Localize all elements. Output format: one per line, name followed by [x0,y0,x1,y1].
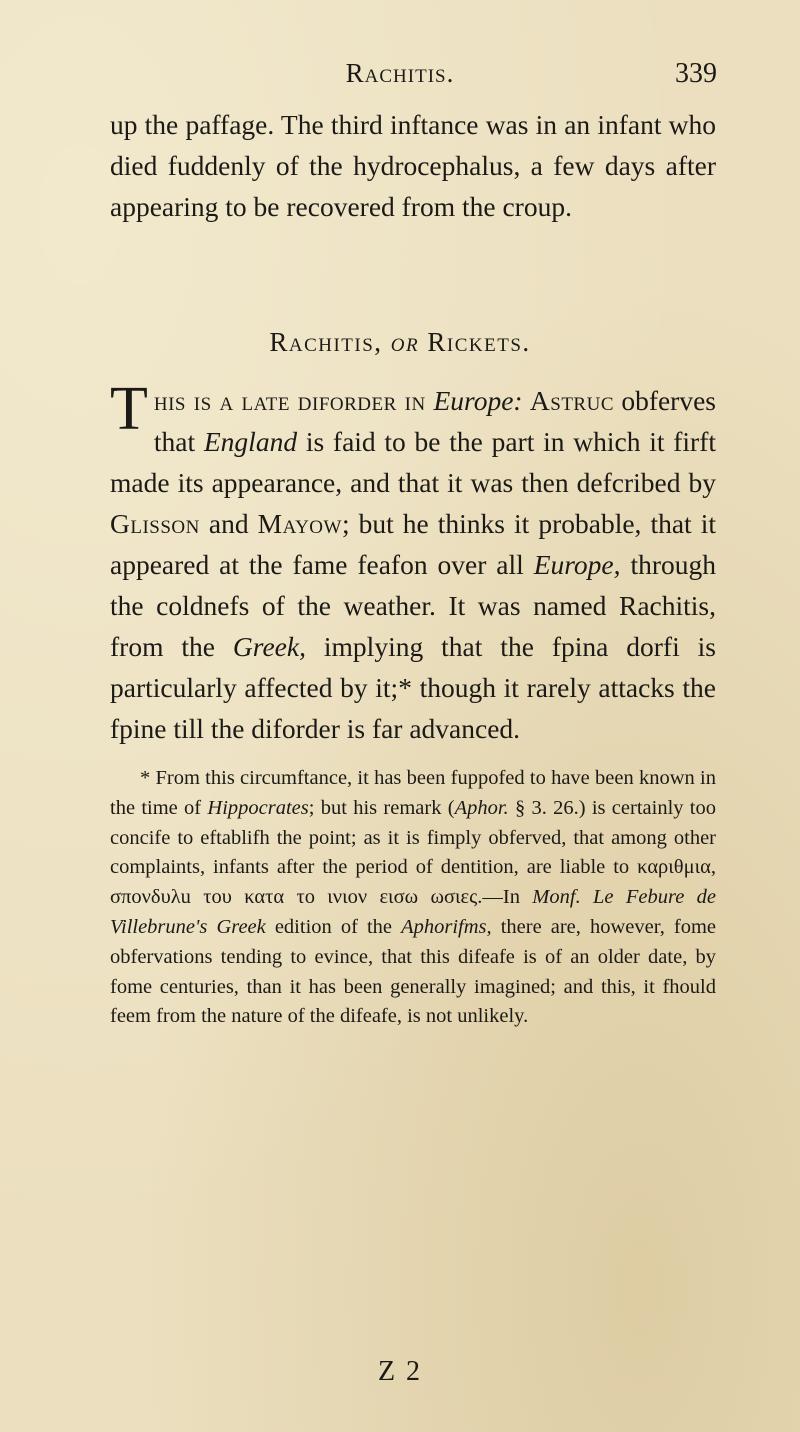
text-run: ; but he thinks it probable, that it appeared at the fame feafon over all [110,508,716,580]
footnote-run: § 3. 26.) is certainly too concife to eftablifh the point; as it is fimply obferved, that among other complaints, infants after the period of dentition, are liable to [110,796,716,879]
running-head: Rachitis. [345,58,455,88]
text-run-italic: Europe, [533,549,621,580]
paragraph-rickets [110,375,716,749]
text-run: obferves that [153,385,716,457]
section-heading-alt: Rickets. [427,327,531,357]
greek-quotation: καριθμια, σπονδυλu του κατα το ινιον εισω ωσιες. [110,856,716,909]
text-run: through the coldnefs of the weather. It was named Rachitis, from the [110,549,716,662]
section-heading-main: Rachitis, [269,327,383,357]
text-run: is faid to be the part in which it firft made its appearance, and that it was then defcribed by [110,426,716,498]
footnote-run: * From this circumftance, it has been fuppofed to have been known in the time of [110,767,716,819]
footnote-run: there are, however, fome obfervations tending to evince, that this difeafe is of an older date, by fome centuries, than it has been generally imagined; and this, it fhould feem from the nature of the difeafe, is not unlikely. [110,915,717,1028]
author-name: Astruc [529,385,614,416]
footnote-run-italic: Greek [216,915,266,938]
footnote-run-italic: Aphorifms, [401,915,492,938]
text-run: his is a late diforder in [153,385,434,416]
text-run [523,385,530,416]
footnote-run-italic: Aphor. [454,796,509,819]
page-header [0,58,800,98]
author-name: Mayow [257,508,342,539]
text-run-italic: Greek, [232,631,306,662]
text-run: implying that the fpina dorfi is particularly affected by it;* though it rarely attacks the fpine till the diforder is far advanced. [110,631,716,744]
paragraph-continuation: up the paffage. The third inftance was in an infant who died fuddenly of the hydrocephalus, a few days after appearing to be recovered from the croup. [110,109,716,222]
footnote-run-italic: Hippocrates [207,796,309,819]
signature-mark: Z 2 [377,1356,423,1387]
text-run-italic: England [203,426,298,457]
footnote-run-italic: Monf. Le Febure de Villebrune's [110,886,717,938]
section-heading-or: or [390,327,420,357]
footnote-run: —In [482,886,533,909]
footnote [110,764,716,1032]
text-run-italic: Europe: [433,385,523,416]
footnote-run: edition of the [265,915,402,938]
text-run: and [199,508,258,539]
section-heading [0,327,800,358]
drop-cap: T [110,375,148,443]
author-name: Glisson [110,508,200,539]
footnote-run: ; but his remark ( [308,796,455,819]
page-number: 339 [675,58,717,89]
